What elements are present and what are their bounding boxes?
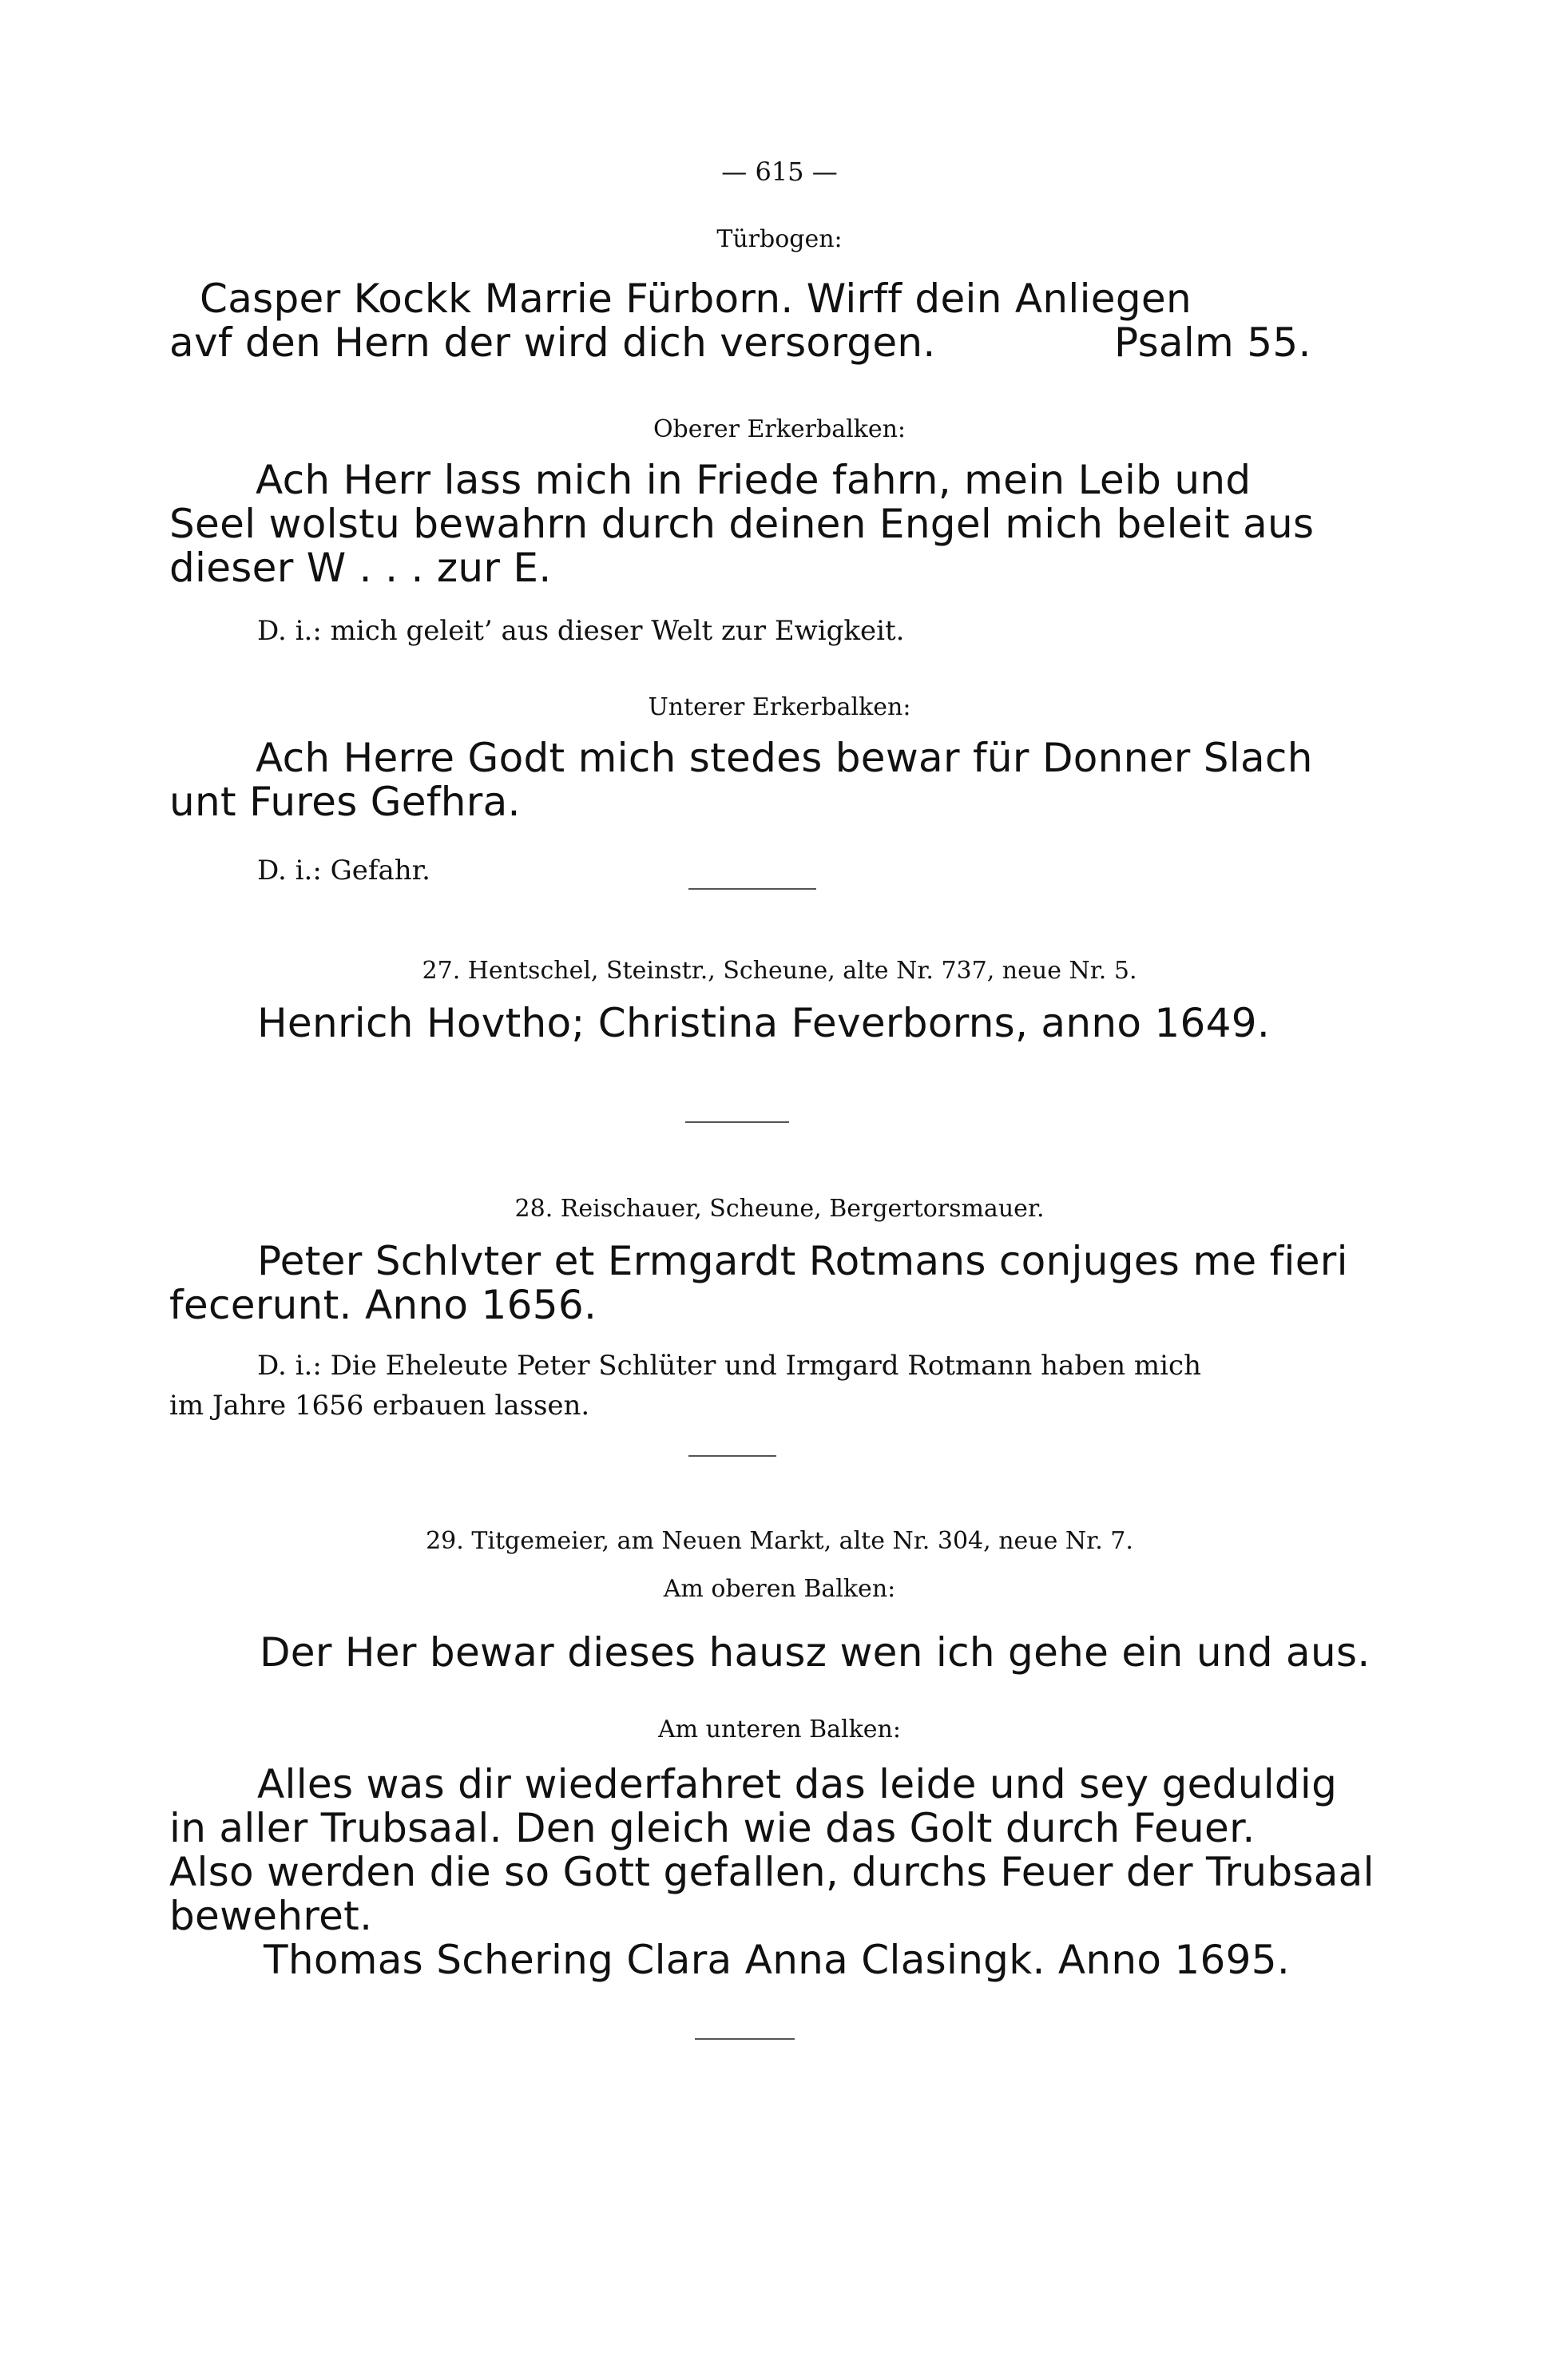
inscription-line: Alles was dir wiederfahret das leide und sey geduldig: [257, 1761, 1338, 1807]
section-divider: [685, 1121, 789, 1123]
inscription-line: Casper Kockk Marrie Fürborn. Wirff dein Anliegen: [200, 276, 1192, 322]
section-heading-oberer-erkerbalken: Oberer Erkerbalken:: [653, 415, 906, 443]
entry-heading-27: 27. Hentschel, Steinstr., Scheune, alte Nr. 737, neue Nr. 5.: [422, 957, 1137, 985]
inscription-line: Der Her bewar dieses hausz wen ich gehe ein und aus.: [260, 1629, 1371, 1676]
inscription-line: Peter Schlvter et Ermgardt Rotmans conjuges me fieri: [257, 1238, 1348, 1284]
inscription-line: unt Fures Gefhra.: [169, 779, 521, 825]
translation-note: D. i.: Die Eheleute Peter Schlüter und Irmgard Rotmann haben mich: [257, 1350, 1201, 1382]
inscription-line: Ach Herre Godt mich stedes bewar für Donner Slach: [256, 735, 1313, 781]
section-heading-turbogen: Türbogen:: [716, 225, 843, 253]
section-divider: [695, 2038, 795, 2040]
inscription-line: fecerunt. Anno 1656.: [169, 1282, 597, 1328]
inscription-line: Also werden die so Gott gefallen, durchs Feuer der Trubsaal: [169, 1849, 1375, 1895]
psalm-reference: Psalm 55.: [1114, 319, 1311, 366]
inscription-line: Thomas Schering Clara Anna Clasingk. Anno 1695.: [264, 1937, 1291, 1983]
translation-note: D. i.: Gefahr.: [257, 855, 430, 887]
entry-heading-29: 29. Titgemeier, am Neuen Markt, alte Nr. 304, neue Nr. 7.: [426, 1527, 1133, 1555]
translation-note: im Jahre 1656 erbauen lassen.: [169, 1390, 590, 1422]
section-divider: [688, 888, 816, 890]
translation-note: D. i.: mich geleit’ aus dieser Welt zur Ewigkeit.: [257, 615, 905, 647]
sub-heading-unterer-balken: Am unteren Balken:: [658, 1716, 901, 1743]
inscription-line: avf den Hern der wird dich versorgen.: [169, 319, 936, 366]
inscription-line: Henrich Hovtho; Christina Feverborns, anno 1649.: [257, 1000, 1271, 1046]
page-number: — 615 —: [721, 157, 838, 187]
inscription-line: Ach Herr lass mich in Friede fahrn, mein Leib und: [256, 457, 1252, 503]
section-divider: [688, 1455, 776, 1457]
entry-heading-28: 28. Reischauer, Scheune, Bergertorsmauer.: [514, 1195, 1045, 1223]
inscription-line: Seel wolstu bewahrn durch deinen Engel mich beleit aus: [169, 501, 1315, 547]
inscription-line: dieser W . . . zur E.: [169, 545, 552, 591]
sub-heading-oberer-balken: Am oberen Balken:: [663, 1575, 896, 1603]
inscription-line: in aller Trubsaal. Den gleich wie das Golt durch Feuer.: [169, 1805, 1256, 1851]
section-heading-unterer-erkerbalken: Unterer Erkerbalken:: [648, 693, 911, 721]
inscription-line: bewehret.: [169, 1893, 373, 1939]
